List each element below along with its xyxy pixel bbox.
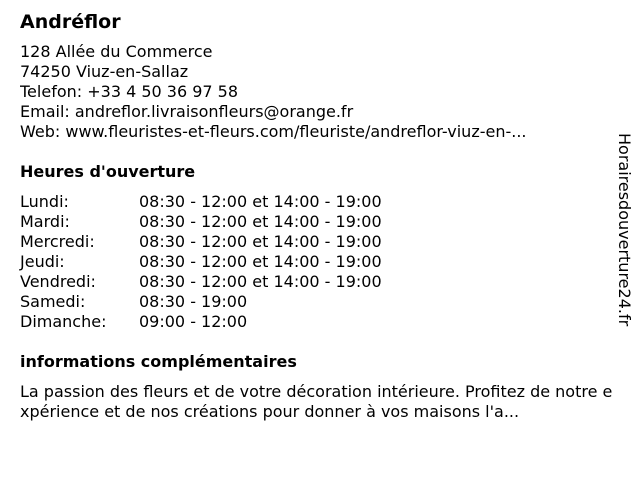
hours-row-tuesday bbox=[20, 212, 610, 232]
time-value: 09:00 - 12:00 bbox=[139, 312, 248, 331]
hours-row-sunday bbox=[20, 312, 610, 332]
time-value: 08:30 - 19:00 bbox=[139, 292, 248, 311]
address-line-1: 128 Allée du Commerce bbox=[20, 42, 213, 61]
day-label: Samedi: bbox=[20, 292, 86, 311]
time-value: 08:30 - 12:00 et 14:00 - 19:00 bbox=[139, 232, 382, 251]
hours-row-thursday bbox=[20, 252, 610, 272]
watermark-text: Horairesdouverture24.fr bbox=[615, 133, 634, 327]
time-value: 08:30 - 12:00 et 14:00 - 19:00 bbox=[139, 252, 382, 271]
time-value: 08:30 - 12:00 et 14:00 - 19:00 bbox=[139, 192, 382, 211]
address-line-2: 74250 Viuz-en-Sallaz bbox=[20, 62, 189, 81]
info-heading: informations complémentaires bbox=[20, 352, 297, 371]
hours-row-monday bbox=[20, 192, 610, 212]
business-card bbox=[20, 10, 613, 422]
website-link[interactable]: Web: www.fleuristes-et-fleurs.com/fleuriste/andreflor-viuz-en-... bbox=[20, 122, 527, 141]
hours-table bbox=[20, 192, 610, 332]
business-name: Andréflor bbox=[20, 11, 121, 33]
phone-number[interactable]: Telefon: +33 4 50 36 97 58 bbox=[20, 82, 239, 101]
time-value: 08:30 - 12:00 et 14:00 - 19:00 bbox=[139, 212, 382, 231]
day-label: Vendredi: bbox=[20, 272, 96, 291]
hours-row-friday bbox=[20, 272, 610, 292]
day-label: Jeudi: bbox=[20, 252, 65, 271]
hours-heading: Heures d'ouverture bbox=[20, 162, 196, 181]
hours-row-wednesday bbox=[20, 232, 610, 252]
day-label: Lundi: bbox=[20, 192, 69, 211]
info-description: La passion des fleurs et de votre décoration intérieure. Profitez de notre expérience et de nos créations pour donner à vos maisons l'a... bbox=[20, 382, 613, 421]
hours-row-saturday bbox=[20, 292, 610, 312]
day-label: Mercredi: bbox=[20, 232, 95, 251]
day-label: Mardi: bbox=[20, 212, 70, 231]
time-value: 08:30 - 12:00 et 14:00 - 19:00 bbox=[139, 272, 382, 291]
email-address[interactable]: Email: andreflor.livraisonfleurs@orange.fr bbox=[20, 102, 354, 121]
day-label: Dimanche: bbox=[20, 312, 107, 331]
